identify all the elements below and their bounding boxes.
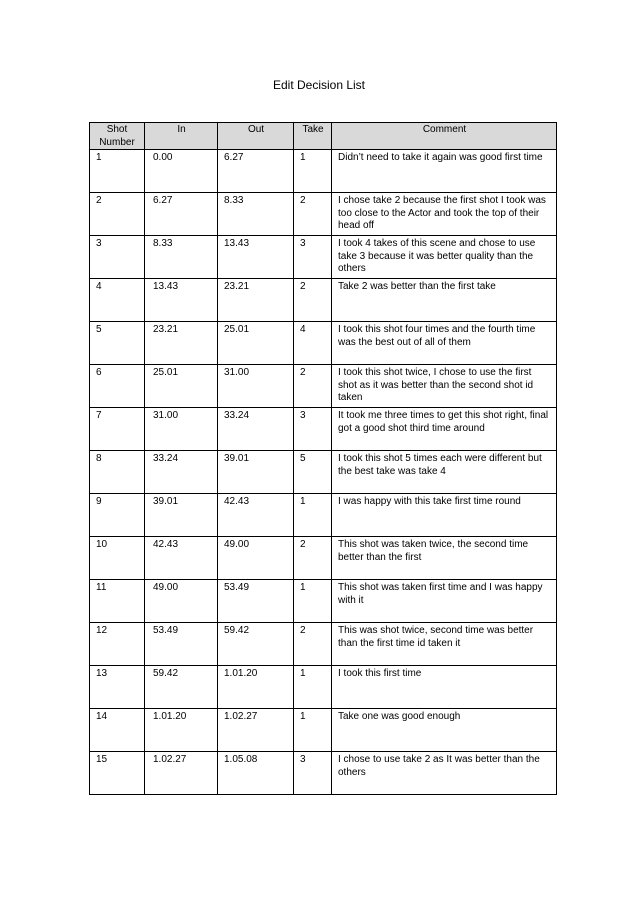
cell-out: 6.27 (218, 150, 294, 193)
table-row (90, 365, 557, 408)
table-row (90, 537, 557, 580)
cell-shot-number: 11 (90, 580, 145, 623)
cell-take: 2 (294, 623, 332, 666)
cell-take: 3 (294, 236, 332, 279)
cell-out: 59.42 (218, 623, 294, 666)
table-row (90, 408, 557, 451)
cell-shot-number: 7 (90, 408, 145, 451)
cell-comment: I took this first time (332, 666, 557, 709)
cell-comment: Take 2 was better than the first take (332, 279, 557, 322)
header-out: Out (218, 123, 294, 150)
cell-in: 0.00 (145, 150, 218, 193)
cell-take: 4 (294, 322, 332, 365)
cell-comment: I took 4 takes of this scene and chose to use take 3 because it was better quality than the others (332, 236, 557, 279)
cell-take: 1 (294, 666, 332, 709)
cell-comment: This was shot twice, second time was better than the first time id taken it (332, 623, 557, 666)
cell-in: 23.21 (145, 322, 218, 365)
cell-in: 31.00 (145, 408, 218, 451)
cell-in: 25.01 (145, 365, 218, 408)
cell-take: 1 (294, 150, 332, 193)
cell-in: 1.01.20 (145, 709, 218, 752)
cell-out: 1.01.20 (218, 666, 294, 709)
cell-comment: Take one was good enough (332, 709, 557, 752)
table-row (90, 279, 557, 322)
header-comment: Comment (332, 123, 557, 150)
cell-take: 1 (294, 709, 332, 752)
table-row (90, 623, 557, 666)
cell-comment: I chose to use take 2 as It was better than the others (332, 752, 557, 795)
cell-out: 31.00 (218, 365, 294, 408)
cell-out: 8.33 (218, 193, 294, 236)
cell-comment: Didn’t need to take it again was good first time (332, 150, 557, 193)
cell-take: 2 (294, 193, 332, 236)
cell-in: 8.33 (145, 236, 218, 279)
cell-shot-number: 13 (90, 666, 145, 709)
cell-out: 42.43 (218, 494, 294, 537)
cell-shot-number: 5 (90, 322, 145, 365)
cell-comment: I took this shot twice, I chose to use the first shot as it was better than the second shot id taken (332, 365, 557, 408)
cell-out: 49.00 (218, 537, 294, 580)
cell-out: 39.01 (218, 451, 294, 494)
cell-in: 42.43 (145, 537, 218, 580)
cell-comment: This shot was taken twice, the second time better than the first (332, 537, 557, 580)
cell-comment: This shot was taken first time and I was happy with it (332, 580, 557, 623)
table-row (90, 193, 557, 236)
cell-in: 6.27 (145, 193, 218, 236)
cell-in: 53.49 (145, 623, 218, 666)
table-header-row (90, 123, 557, 150)
cell-shot-number: 10 (90, 537, 145, 580)
cell-take: 2 (294, 279, 332, 322)
table-row (90, 494, 557, 537)
cell-in: 33.24 (145, 451, 218, 494)
cell-out: 33.24 (218, 408, 294, 451)
cell-in: 13.43 (145, 279, 218, 322)
table-row (90, 322, 557, 365)
table-row (90, 451, 557, 494)
cell-out: 53.49 (218, 580, 294, 623)
cell-out: 23.21 (218, 279, 294, 322)
cell-shot-number: 9 (90, 494, 145, 537)
cell-in: 49.00 (145, 580, 218, 623)
cell-in: 1.02.27 (145, 752, 218, 795)
cell-shot-number: 8 (90, 451, 145, 494)
cell-shot-number: 12 (90, 623, 145, 666)
cell-shot-number: 4 (90, 279, 145, 322)
cell-out: 1.05.08 (218, 752, 294, 795)
cell-comment: I chose take 2 because the first shot I took was too close to the Actor and took the top of their head off (332, 193, 557, 236)
cell-comment: I took this shot four times and the fourth time was the best out of all of them (332, 322, 557, 365)
cell-shot-number: 15 (90, 752, 145, 795)
cell-take: 3 (294, 408, 332, 451)
cell-out: 1.02.27 (218, 709, 294, 752)
table-row (90, 150, 557, 193)
table-row (90, 236, 557, 279)
table-row (90, 709, 557, 752)
cell-out: 25.01 (218, 322, 294, 365)
table-body (90, 150, 557, 795)
table-row (90, 580, 557, 623)
cell-shot-number: 6 (90, 365, 145, 408)
header-in: In (145, 123, 218, 150)
table-row (90, 666, 557, 709)
cell-in: 39.01 (145, 494, 218, 537)
cell-shot-number: 1 (90, 150, 145, 193)
document-title: Edit Decision List (272, 78, 366, 92)
header-take: Take (294, 123, 332, 150)
cell-comment: I took this shot 5 times each were different but the best take was take 4 (332, 451, 557, 494)
cell-comment: I was happy with this take first time round (332, 494, 557, 537)
cell-take: 3 (294, 752, 332, 795)
cell-take: 2 (294, 537, 332, 580)
cell-take: 5 (294, 451, 332, 494)
cell-shot-number: 3 (90, 236, 145, 279)
cell-out: 13.43 (218, 236, 294, 279)
edit-decision-table (89, 122, 557, 795)
cell-shot-number: 2 (90, 193, 145, 236)
cell-take: 2 (294, 365, 332, 408)
cell-take: 1 (294, 580, 332, 623)
table-row (90, 752, 557, 795)
cell-in: 59.42 (145, 666, 218, 709)
cell-comment: It took me three times to get this shot right, final got a good shot third time around (332, 408, 557, 451)
cell-take: 1 (294, 494, 332, 537)
cell-shot-number: 14 (90, 709, 145, 752)
header-shot-number: Shot Number (90, 123, 145, 150)
